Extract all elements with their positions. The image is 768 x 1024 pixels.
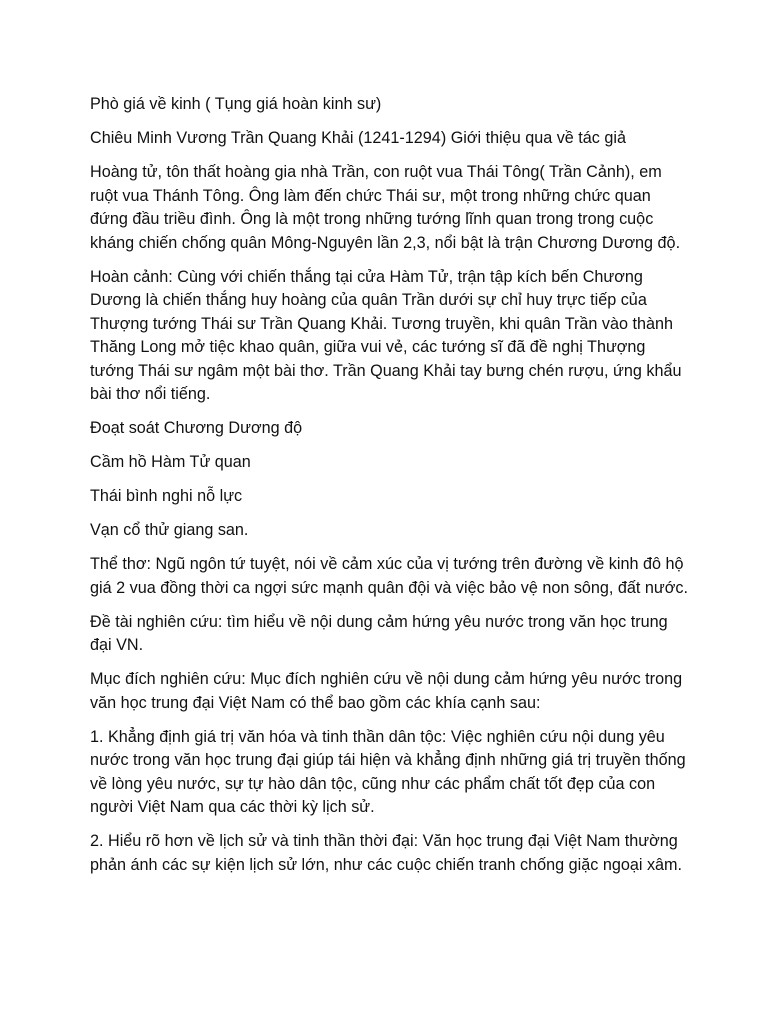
research-topic-paragraph: Đề tài nghiên cứu: tìm hiểu về nội dung cảm hứng yêu nước trong văn học trung đại VN. [90, 612, 668, 654]
context-paragraph: Hoàn cảnh: Cùng với chiến thắng tại cửa Hàm Tử, trận tập kích bến Chương Dương là chiến thắng huy hoàng của quân Trần dưới sự chỉ huy trực tiếp của Thượng tướng Thái sư Trần Quang Khải. Tương truyền, khi quân Trần vào thành Thăng Long mở tiệc khao quân, giữa vui vẻ, các tướng sĩ đã đề nghị Thượng tướng Thái sư ngâm một bài thơ. Trần Quang Khải tay bưng chén rượu, ứng khẩu bài thơ nổi tiếng. [90, 267, 682, 403]
poem-line-4: Vạn cổ thử giang san. [90, 521, 249, 539]
author-bio: Hoàng tử, tôn thất hoàng gia nhà Trần, con ruột vua Thái Tông( Trần Cảnh), em ruột vua Thánh Tông. Ông làm đến chức Thái sư, một trong những chức quan đứng đầu triều đình. Ông là một trong những tướng lĩnh quan trong trong cuộc kháng chiến chống quân Mông-Nguyên lần 2,3, nổi bật là trận Chương Dương độ. [90, 163, 681, 252]
document-body [90, 93, 690, 888]
author-heading: Chiêu Minh Vương Trần Quang Khải (1241-1294) Giới thiệu qua về tác giả [90, 129, 626, 147]
poem-title: Phò giá về kinh ( Tụng giá hoàn kinh sư) [90, 95, 382, 113]
list-item-2: 2. Hiểu rõ hơn về lịch sử và tinh thần thời đại: Văn học trung đại Việt Nam thường phản ánh các sự kiện lịch sử lớn, như các cuộc chiến tranh chống giặc ngoại xâm. [90, 832, 683, 874]
poetic-form-paragraph: Thể thơ: Ngũ ngôn tứ tuyệt, nói về cảm xúc của vị tướng trên đường về kinh đô hộ giá 2 vua đồng thời ca ngợi sức mạnh quân đội và việc bảo vệ non sông, đất nước. [90, 555, 688, 597]
poem-line-1: Đoạt soát Chương Dương độ [90, 419, 303, 437]
poem-line-2: Cầm hồ Hàm Tử quan [90, 453, 251, 471]
list-item-1: 1. Khẳng định giá trị văn hóa và tinh thần dân tộc: Việc nghiên cứu nội dung yêu nước trong văn học trung đại giúp tái hiện và khẳng định những giá trị truyền thống về lòng yêu nước, sự tự hào dân tộc, cũng như các phẩm chất tốt đẹp của con người Việt Nam qua các thời kỳ lịch sử. [90, 727, 686, 816]
research-purpose-paragraph: Mục đích nghiên cứu: Mục đích nghiên cứu về nội dung cảm hứng yêu nước trong văn học trung đại Việt Nam có thể bao gồm các khía cạnh sau: [90, 670, 683, 712]
poem-line-3: Thái bình nghi nỗ lực [90, 487, 243, 505]
